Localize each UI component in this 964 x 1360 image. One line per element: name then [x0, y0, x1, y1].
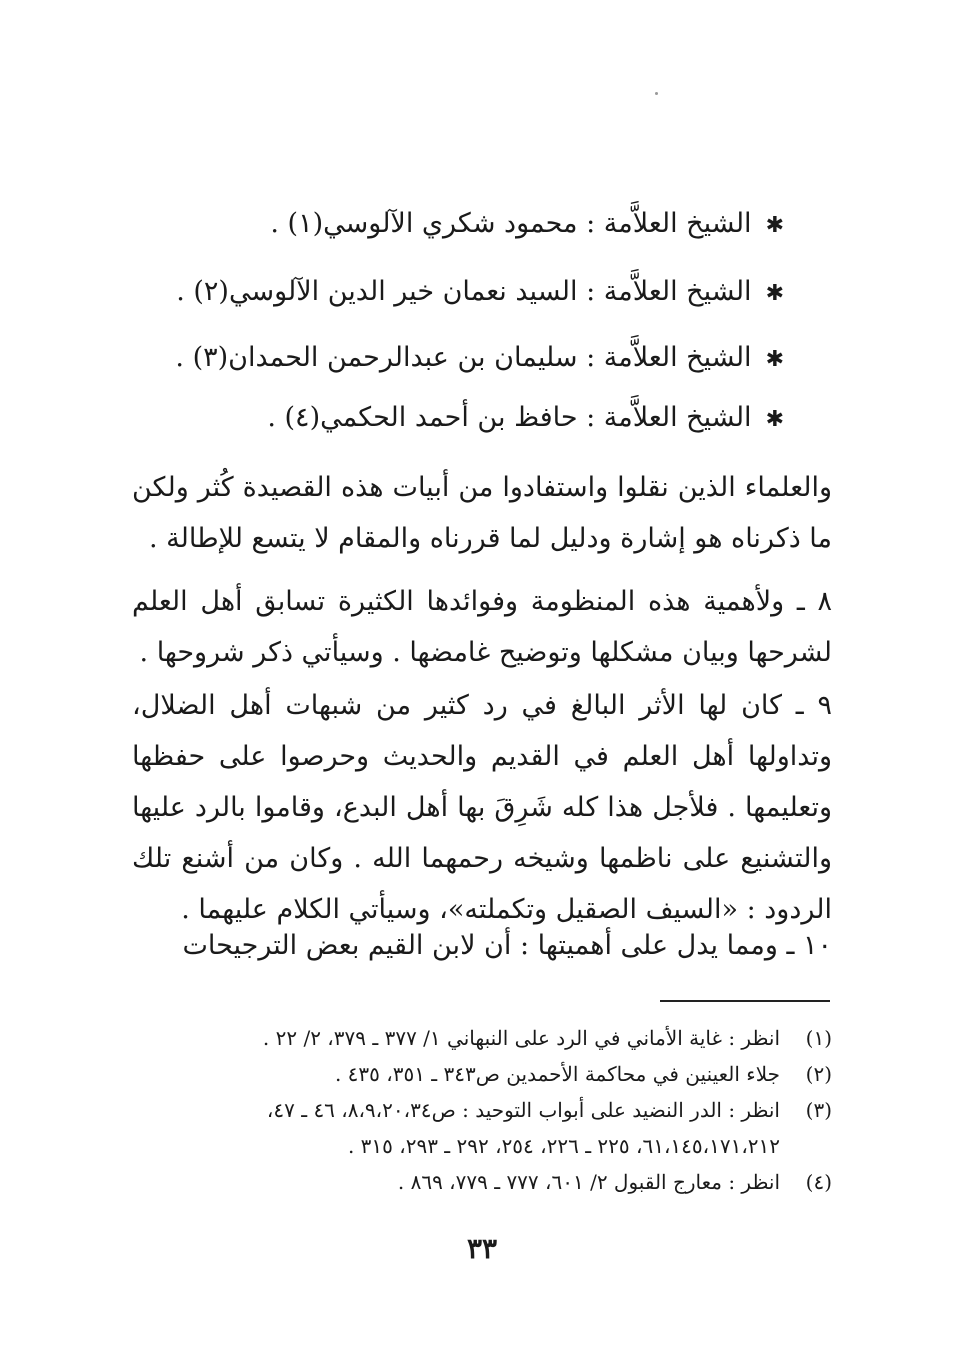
- footnote-2: [132, 1056, 832, 1092]
- footnote-number: (٢): [805, 1062, 832, 1086]
- paragraph-scholars-note: [132, 462, 832, 564]
- paragraph-text: ٩ ـ كان لها الأثر البالغ في رد كثير من شبهات أهل الضلال، وتداولها أهل العلم في القديم والحديث وحرصوا على حفظها وتعليمها . فلأجل هذا كله شَرِقَ بها أهل البدع، وقاموا بالرد عليها والتشنيع على ناظمها وشيخه رحمهما الله . وكان من أشنع تلك الردود : «السيف الصقيل وتكملته»، وسيأتي الكلام عليهما .: [132, 690, 832, 925]
- bullet-star-icon: ✱: [765, 407, 784, 432]
- bullet-star-icon: ✱: [765, 281, 784, 306]
- scholar-list-item-2: [164, 272, 784, 314]
- footnote-text: جلاء العينين في محاكمة الأحمدين ص٣٤٣ ـ ٣٥١، ٤٣٥ .: [334, 1062, 780, 1086]
- page-number: ٣٣: [466, 1232, 498, 1265]
- scholar-list-item-text: الشيخ العلاَّمة : محمود شكري الآلوسي(١) .: [270, 208, 752, 239]
- scholar-list-item-3: [164, 338, 784, 380]
- footnotes: [132, 1020, 832, 1200]
- paragraph-text: والعلماء الذين نقلوا واستفادوا من أبيات هذه القصيدة كُثر ولكن ما ذكرناه هو إشارة ودليل لما قررناه والمقام لا يتسع للإطالة .: [132, 472, 832, 554]
- scholar-list-item-4: [164, 398, 784, 440]
- paragraph-text: ١٠ ـ ومما يدل على أهميتها : أن لابن القيم بعض الترجيحات: [182, 930, 832, 961]
- scan-speck: [655, 92, 658, 95]
- scholar-list-item-text: الشيخ العلاَّمة : حافظ بن أحمد الحكمي(٤) .: [267, 402, 752, 433]
- footnote-number: (٣): [805, 1098, 832, 1122]
- footnote-text: انظر : غاية الأماني في الرد على النبهاني ١/ ٣٧٧ ـ ٣٧٩، ٢/ ٢٢ .: [262, 1026, 780, 1050]
- paragraph-point-8: [132, 576, 832, 678]
- footnote-number: (٤): [805, 1170, 832, 1194]
- footnote-1: [132, 1020, 832, 1056]
- footnote-4: [132, 1164, 832, 1200]
- scholar-list-item-text: الشيخ العلاَّمة : السيد نعمان خير الدين الآلوسي(٢) .: [176, 276, 752, 307]
- footnote-number: (١): [805, 1026, 832, 1050]
- footnote-3: [132, 1092, 832, 1164]
- footnote-text: انظر : الدر النضيد على أبواب التوحيد : ص٨،٩،٢٠،٣٤، ٤٦ ـ ٤٧، ٦١،١٤٥،١٧١،٢١٢، ٢٢٥ ـ ٢٢٦، ٢٥٤، ٢٩٢ ـ ٢٩٣، ٣١٥ .: [266, 1098, 780, 1158]
- paragraph-text: ٨ ـ ولأهمية هذه المنظومة وفوائدها الكثيرة تسابق أهل العلم لشرحها وبيان مشكلها وتوضيح غامضها . وسيأتي ذكر شروحها .: [132, 586, 832, 668]
- footnote-separator: [660, 1000, 830, 1002]
- bullet-star-icon: ✱: [765, 347, 784, 372]
- bullet-star-icon: ✱: [765, 213, 784, 238]
- scholar-list-item-text: الشيخ العلاَّمة : سليمان بن عبدالرحمن الحمدان(٣) .: [175, 342, 752, 373]
- footnote-text: انظر : معارج القبول ٢/ ٦٠١، ٧٧٧ ـ ٧٧٩، ٨٦٩ .: [397, 1170, 780, 1194]
- paragraph-point-10: [132, 920, 832, 971]
- scholar-list-item-1: [164, 204, 784, 246]
- paragraph-point-9: [132, 680, 832, 935]
